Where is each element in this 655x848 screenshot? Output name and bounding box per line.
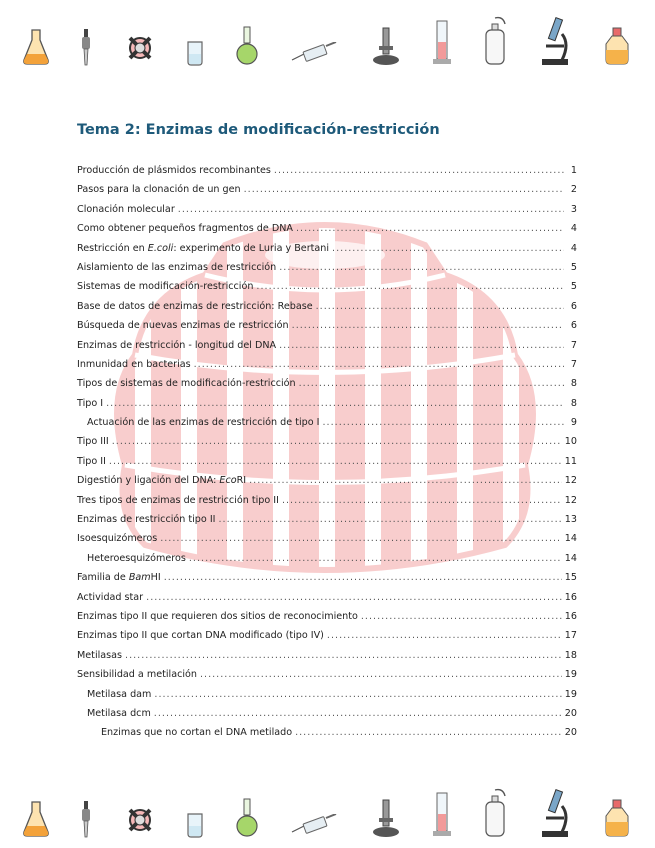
toc-leader-dots — [244, 184, 564, 195]
toc-leader-dots — [160, 533, 562, 544]
toc-entry-label: Tipo I — [77, 397, 104, 409]
toc-leader-dots — [154, 689, 561, 700]
toc-leader-dots — [249, 475, 562, 486]
toc-entry-label: Tipo II — [77, 455, 106, 467]
toc-leader-dots — [332, 243, 564, 254]
toc-entry[interactable] — [77, 514, 577, 533]
toc-entry[interactable] — [77, 553, 577, 572]
toc-entry[interactable] — [77, 243, 577, 262]
toc-entry-label: Heteroesquizómeros — [87, 552, 186, 564]
toc-entry-label: Base de datos de enzimas de restricción: Rebase — [77, 300, 313, 312]
toc-page-number: 5 — [570, 281, 577, 293]
toc-page-number: 6 — [570, 300, 577, 312]
toc-leader-dots — [361, 611, 562, 622]
toc-leader-dots — [279, 340, 564, 351]
wash-bottle-icon — [483, 788, 507, 838]
toc-page-number: 4 — [570, 242, 577, 254]
toc-leader-dots — [164, 572, 562, 583]
toc-leader-dots — [146, 592, 562, 603]
toc-entry[interactable] — [77, 436, 577, 455]
toc-entry-label: Sistemas de modificación-restricción — [77, 281, 254, 293]
toc-page-number: 12 — [564, 475, 577, 487]
toc-leader-dots — [178, 204, 564, 215]
toc-entry[interactable] — [77, 417, 577, 436]
toc-entry-label: Metilasa dcm — [87, 707, 151, 719]
bunsen-burner-icon — [371, 26, 401, 66]
toc-leader-dots — [323, 417, 565, 428]
toc-leader-dots — [189, 553, 562, 564]
toc-leader-dots — [112, 436, 562, 447]
toc-leader-dots — [316, 301, 564, 312]
toc-leader-dots — [200, 669, 562, 680]
toc-leader-dots — [295, 727, 562, 738]
toc-page-number: 9 — [570, 417, 577, 429]
toc-entry[interactable] — [77, 495, 577, 514]
toc-entry[interactable] — [77, 398, 577, 417]
toc-page-number: 17 — [564, 630, 577, 642]
toc-entry[interactable] — [77, 184, 577, 203]
graduated-cylinder-icon — [431, 792, 453, 838]
flask-icon — [23, 28, 49, 66]
toc-leader-dots — [109, 456, 562, 467]
toc-entry[interactable] — [77, 320, 577, 339]
toc-entry-label: Enzimas de restricción tipo II — [77, 514, 216, 526]
toc-entry-label: Metilasa dam — [87, 688, 152, 700]
table-of-contents — [77, 165, 577, 747]
toc-page-number: 11 — [564, 455, 577, 467]
toc-entry-label: Isoesquizómeros — [77, 533, 158, 545]
toc-entry[interactable] — [77, 630, 577, 649]
toc-entry[interactable] — [77, 262, 577, 281]
graduated-cylinder-icon — [431, 20, 453, 66]
round-flask-icon — [234, 798, 260, 838]
toc-entry[interactable] — [77, 727, 577, 746]
toc-entry-label: Pasos para la clonación de un gen — [77, 184, 241, 196]
toc-leader-dots — [194, 359, 564, 370]
toc-page-number: 14 — [564, 533, 577, 545]
toc-page-number: 6 — [570, 320, 577, 332]
toc-entry[interactable] — [77, 301, 577, 320]
toc-page-number: 2 — [570, 184, 577, 196]
toc-entry[interactable] — [77, 165, 577, 184]
toc-entry[interactable] — [77, 650, 577, 669]
page-title: Tema 2: Enzimas de modificación-restricción — [77, 122, 440, 138]
toc-page-number: 7 — [570, 358, 577, 370]
toc-entry-label: Aislamiento de las enzimas de restricción — [77, 261, 277, 273]
header-icon-strip — [0, 6, 655, 66]
toc-entry[interactable] — [77, 592, 577, 611]
flask-icon — [23, 800, 49, 838]
toc-entry-label: Búsqueda de nuevas enzimas de restricción — [77, 320, 289, 332]
beaker-icon — [186, 812, 204, 838]
bunsen-burner-icon — [371, 798, 401, 838]
toc-entry-label: Como obtener pequeños fragmentos de DNA — [77, 223, 293, 235]
toc-entry[interactable] — [77, 708, 577, 727]
filter-icon — [124, 804, 156, 838]
toc-entry-label: Restricción en E.coli: experimento de Luria y Bertani — [77, 242, 330, 254]
toc-page-number: 19 — [564, 688, 577, 700]
toc-entry-label: Actuación de las enzimas de restricción de tipo I — [87, 417, 320, 429]
pipette-icon — [79, 800, 93, 838]
toc-page-number: 7 — [570, 339, 577, 351]
toc-page-number: 20 — [564, 727, 577, 739]
toc-entry[interactable] — [77, 378, 577, 397]
toc-entry-label: Digestión y ligación del DNA: EcoRI — [77, 475, 247, 487]
syringe-icon — [290, 42, 340, 66]
toc-page-number: 19 — [564, 669, 577, 681]
toc-leader-dots — [125, 650, 562, 661]
toc-entry-label: Enzimas de restricción - longitud del DNA — [77, 339, 277, 351]
toc-entry-label: Inmunidad en bacterias — [77, 358, 191, 370]
toc-page-number: 15 — [564, 572, 577, 584]
toc-page-number: 3 — [570, 203, 577, 215]
toc-entry[interactable] — [77, 340, 577, 359]
toc-leader-dots — [327, 630, 562, 641]
culture-flask-icon — [602, 26, 632, 66]
syringe-icon — [290, 814, 340, 838]
toc-entry-label: Tipos de sistemas de modificación-restricción — [77, 378, 296, 390]
toc-page-number: 16 — [564, 610, 577, 622]
toc-entry-label: Producción de plásmidos recombinantes — [77, 165, 271, 176]
toc-entry-label: Tres tipos de enzimas de restricción tipo II — [77, 494, 279, 506]
footer-icon-strip — [0, 778, 655, 838]
toc-leader-dots — [218, 514, 561, 525]
beaker-icon — [186, 40, 204, 66]
toc-page-number: 1 — [570, 165, 577, 176]
microscope-icon — [538, 788, 572, 838]
toc-entry[interactable] — [77, 456, 577, 475]
toc-entry-label: Enzimas tipo II que cortan DNA modificado (tipo IV) — [77, 630, 324, 642]
toc-entry-label: Enzimas tipo II que requieren dos sitios de reconocimiento — [77, 610, 358, 622]
toc-entry-label: Actividad star — [77, 591, 144, 603]
toc-entry-label: Clonación molecular — [77, 203, 175, 215]
toc-page-number: 14 — [564, 552, 577, 564]
toc-page-number: 16 — [564, 591, 577, 603]
toc-leader-dots — [106, 398, 564, 409]
toc-entry[interactable] — [77, 359, 577, 378]
toc-entry[interactable] — [77, 572, 577, 591]
toc-page-number: 5 — [570, 261, 577, 273]
toc-entry[interactable] — [77, 669, 577, 688]
toc-entry[interactable] — [77, 281, 577, 300]
toc-entry[interactable] — [77, 533, 577, 552]
toc-entry[interactable] — [77, 475, 577, 494]
toc-entry[interactable] — [77, 689, 577, 708]
toc-page-number: 8 — [570, 378, 577, 390]
toc-leader-dots — [154, 708, 562, 719]
toc-leader-dots — [292, 320, 564, 331]
toc-leader-dots — [279, 262, 564, 273]
toc-page-number: 13 — [564, 514, 577, 526]
pipette-icon — [79, 28, 93, 66]
toc-page-number: 18 — [564, 649, 577, 661]
toc-page-number: 8 — [570, 397, 577, 409]
toc-entry-label: Metilasas — [77, 649, 123, 661]
toc-leader-dots — [296, 223, 564, 234]
toc-page-number: 12 — [564, 494, 577, 506]
filter-icon — [124, 32, 156, 66]
microscope-icon — [538, 16, 572, 66]
toc-leader-dots — [274, 165, 564, 176]
wash-bottle-icon — [483, 16, 507, 66]
toc-leader-dots — [299, 378, 564, 389]
toc-entry-label: Enzimas que no cortan el DNA metilado — [101, 727, 293, 739]
toc-entry-label: Sensibilidad a metilación — [77, 669, 197, 681]
toc-entry-label: Familia de BamHI — [77, 572, 161, 584]
toc-page-number: 20 — [564, 707, 577, 719]
toc-leader-dots — [256, 281, 564, 292]
toc-entry[interactable] — [77, 611, 577, 630]
toc-leader-dots — [282, 495, 562, 506]
toc-page-number: 4 — [570, 223, 577, 235]
toc-entry[interactable] — [77, 204, 577, 223]
toc-page-number: 10 — [564, 436, 577, 448]
toc-entry-label: Tipo III — [77, 436, 109, 448]
culture-flask-icon — [602, 798, 632, 838]
toc-entry[interactable] — [77, 223, 577, 242]
round-flask-icon — [234, 26, 260, 66]
